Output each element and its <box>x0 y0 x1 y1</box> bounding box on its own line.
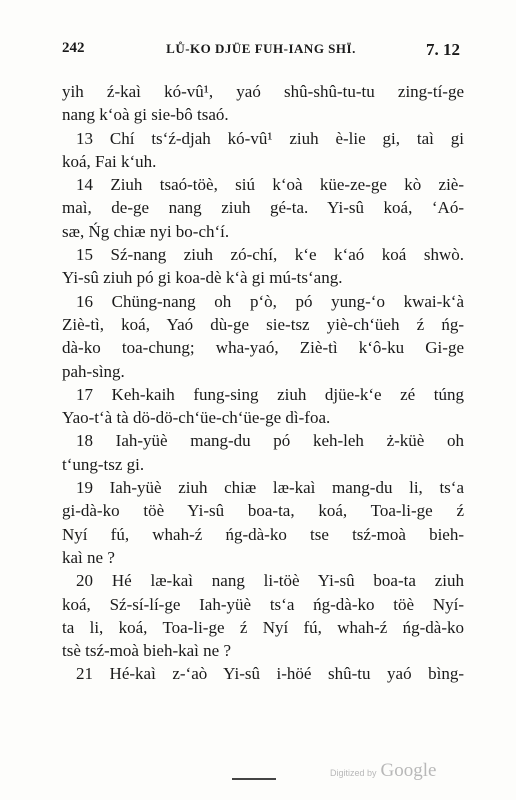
text-line: sæ, Ńg chiæ nyi bo-ch‘í. <box>62 221 230 241</box>
text-line: tsè tsź-moà bieh-kaì ne ? <box>62 641 231 661</box>
text-line: yih ź-kaì kó-vû¹, yaó shû-shû-tu-tu zing-tí-ge <box>62 82 464 101</box>
chapter-verse-ref: 7. 12 <box>426 40 460 59</box>
text-line: 14 Ziuh tsaó-töè, siú k‘oà küe-ze-ge kò ziè- <box>76 175 464 195</box>
text-line: nang k‘oà gi sie-bô tsaó. <box>62 105 229 125</box>
digitized-watermark <box>330 760 436 782</box>
text-line: Yi-sû ziuh pó gi koa-dè k‘à gi mú-ts‘ang. <box>62 268 343 288</box>
text-line: ta li, koá, Toa-li-ge ź Nyí fú, whah-ź ńg-dà-ko <box>62 617 464 637</box>
text-line: maì, de-ge nang ziuh gé-ta. Yi-sû koá, ‘Aó- <box>62 198 464 218</box>
text-line: 19 Iah-yüè ziuh chiæ læ-kaì mang-du li, ts‘a <box>76 478 464 498</box>
text-line: dà-ko toa-chung; wha-yaó, Ziè-tì k‘ô-ku Gi-ge <box>62 338 464 358</box>
text-line: 16 Chüng-nang oh p‘ò, pó yung-‘o kwai-k‘à <box>76 291 464 311</box>
text-line: t‘ung-tsz gi. <box>62 454 145 474</box>
text-line: Nyí fú, whah-ź ńg-dà-ko tse tsź-moà bieh- <box>62 524 464 544</box>
text-line: gi-dà-ko töè Yi-sû boa-ta, koá, Toa-li-ge ź <box>62 501 464 521</box>
scripture-text <box>62 80 464 686</box>
text-line: Yao-t‘à tà dö-dö-ch‘üe-ch‘üe-ge dì-foa. <box>62 408 331 428</box>
text-line: koá, Fai k‘uh. <box>62 151 157 171</box>
text-line: pah-sìng. <box>62 361 125 381</box>
text-line: 17 Keh-kaih fung-sing ziuh djüe-k‘e zé túng <box>76 384 464 404</box>
text-line: 20 Hé læ-kaì nang li-töè Yi-sû boa-ta ziuh <box>76 571 464 591</box>
text-line: Ziè-tì, koá, Yaó dù-ge sie-tsz yiè-ch‘üeh ź ńg- <box>62 314 464 334</box>
footer-rule <box>232 778 276 780</box>
text-line: kaì ne ? <box>62 547 115 567</box>
google-logo: Google <box>380 760 437 781</box>
running-header <box>62 40 460 64</box>
text-line: 21 Hé-kaì z-‘aò Yi-sû i-höé shû-tu yaó bìng- <box>76 664 464 684</box>
running-title: LŮ-KO DJÜE FUH-IANG SHÏ. <box>166 41 356 56</box>
text-line: 13 Chí ts‘ź-djah kó-vû¹ ziuh è-lie gi, taì gi <box>76 128 464 148</box>
watermark-prefix: Digitized by <box>330 768 377 778</box>
text-line: koá, Sź-sí-lí-ge Iah-yüè ts‘a ńg-dà-ko töè Nyí- <box>62 594 464 614</box>
page-number: 242 <box>62 40 85 56</box>
text-line: 18 Iah-yüè mang-du pó keh-leh ż-küè oh <box>76 431 464 451</box>
text-line: 15 Sź-nang ziuh zó-chí, k‘e k‘aó koá shwò. <box>76 245 464 265</box>
